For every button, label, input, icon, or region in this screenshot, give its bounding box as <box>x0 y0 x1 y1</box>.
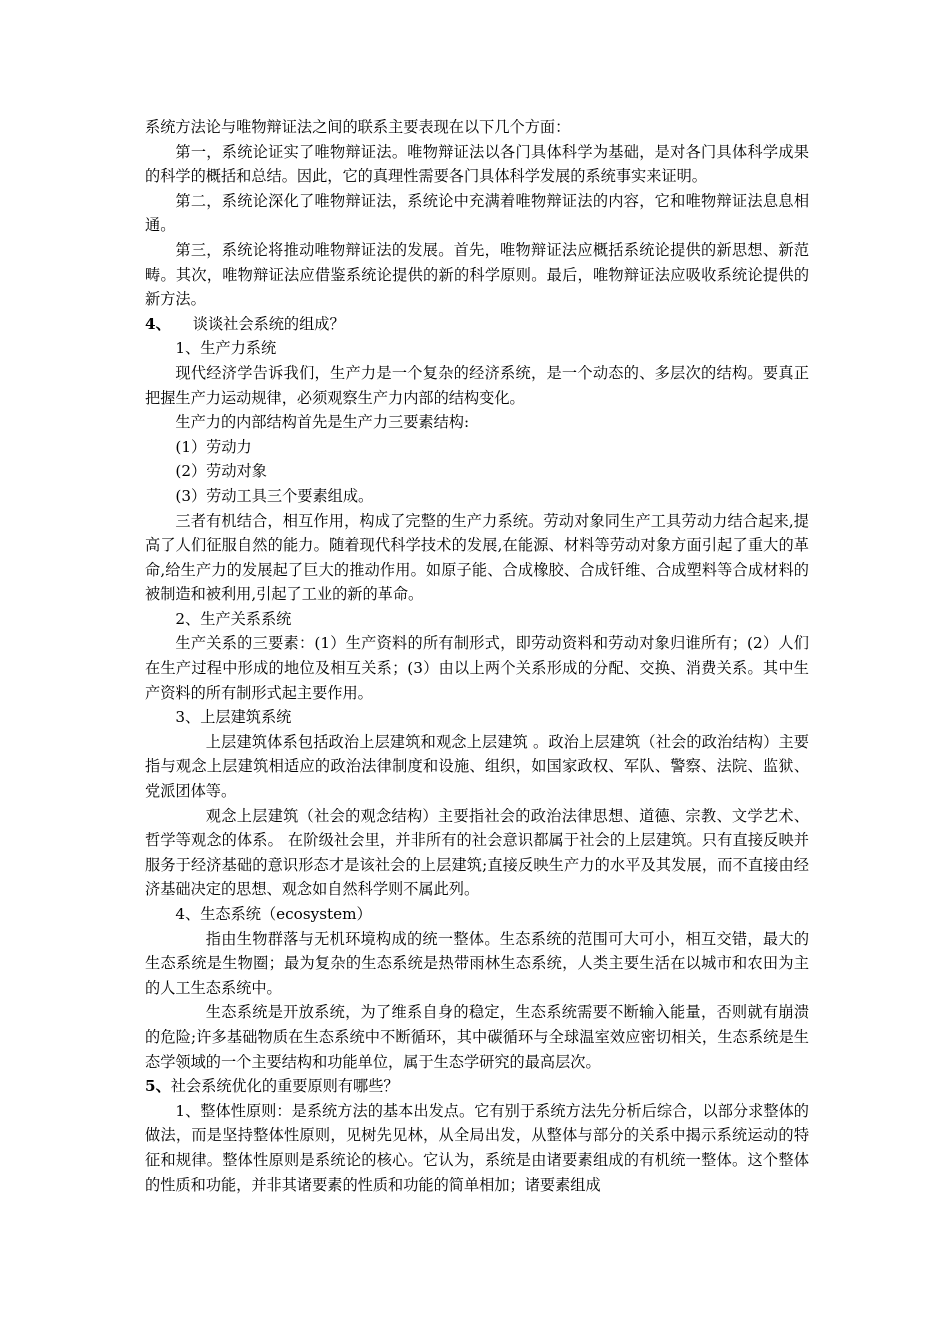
question-4-heading <box>145 312 809 337</box>
paragraph-point-3: 第三，系统论将推动唯物辩证法的发展。首先，唯物辩证法应概括系统论提供的新思想、新范畴。其次，唯物辩证法应借鉴系统论提供的新的科学原则。最后，唯物辩证法应吸收系统论提供的新方法。 <box>145 240 809 309</box>
paragraph-intro: 系统方法论与唯物辩证法之间的联系主要表现在以下几个方面： <box>145 118 571 136</box>
list-item-labor-object: (2）劳动对象 <box>175 462 267 481</box>
paragraph-production-relations: 生产关系的三要素：(1）生产资料的所有制形式，即劳动资料和劳动对象归谁所有；(2）人们在生产过程中形成的地位及相互关系；(3）由以上两个关系形成的分配、交换、消费关系。其中生产资料的所有制形式起主要作用。 <box>145 634 809 702</box>
question-4-number: 4、 <box>145 314 171 333</box>
paragraph-ideological-superstructure: 观念上层建筑（社会的观念结构）主要指社会的政治法律思想、道德、宗教、文学艺术、哲学等观念的体系。 在阶级社会里，并非所有的社会意识都属于社会的上层建筑。只有直接反映并服务于经济基础的意识形态才是该社会的上层建筑;直接反映生产力的水平及其发展，而不直接由经济基础决定的思想、观念如自然科学则不属此列。 <box>145 806 809 899</box>
paragraph-point-2: 第二，系统论深化了唯物辩证法，系统论中充满着唯物辩证法的内容，它和唯物辩证法息息相通。 <box>145 191 809 235</box>
paragraph-point-1: 第一，系统论证实了唯物辩证法。唯物辩证法以各门具体科学为基础，是对各门具体科学成果的科学的概括和总结。因此，它的真理性需要各门具体科学发展的系统事实来证明。 <box>145 142 809 186</box>
list-item-labor-force: (1）劳动力 <box>175 437 252 456</box>
paragraph-productivity-combination: 三者有机结合，相互作用，构成了完整的生产力系统。劳动对象同生产工具劳动力结合起来,提高了人们征服自然的能力。随着现代科学技术的发展,在能源、材料等劳动对象方面引起了重大的革命,给生产力的发展起了巨大的推动作用。如原子能、合成橡胶、合成钎维、合成塑料等合成材料的被制造和被利用,引起了工业的新的革命。 <box>145 511 809 604</box>
subheading-superstructure: 3、上层建筑系统 <box>175 708 292 727</box>
paragraph-ecosystem-open: 生态系统是开放系统，为了维系自身的稳定，生态系统需要不断输入能量，否则就有崩溃的危险;许多基础物质在生态系统中不断循环，其中碳循环与全球温室效应密切相关，生态系统是生态学领域的一个主要结构和功能单位，属于生态学研究的最高层次。 <box>145 1003 809 1071</box>
question-5-text: 社会系统优化的重要原则有哪些？ <box>170 1077 399 1096</box>
document-body <box>145 115 809 1197</box>
paragraph-integrity-principle: 1、整体性原则：是系统方法的基本出发点。它有别于系统方法先分析后综合，以部分求整体的做法，而是坚持整体性原则，见树先见林，从全局出发，从整体与部分的关系中揭示系统运动的特征和规律。整体性原则是系统论的核心。它认为，系统是由诸要素组成的有机统一整体。这个整体的性质和功能，并非其诸要素的性质和功能的简单相加；诸要素组成 <box>145 1101 809 1194</box>
subheading-ecosystem: 4、生态系统（ecosystem） <box>175 905 372 923</box>
paragraph-productivity-intro: 现代经济学告诉我们，生产力是一个复杂的经济系统，是一个动态的、多层次的结构。要真正把握生产力运动规律，必须观察生产力内部的结构变化。 <box>145 363 809 407</box>
subheading-productivity-system: 1、生产力系统 <box>175 339 277 358</box>
question-5-heading <box>145 1074 809 1099</box>
paragraph-productivity-structure: 生产力的内部结构首先是生产力三要素结构: <box>175 413 470 432</box>
paragraph-ecosystem-definition: 指由生物群落与无机环境构成的统一整体。生态系统的范围可大可小，相互交错，最大的生态系统是生物圈；最为复杂的生态系统是热带雨林生态系统，人类主要生活在以城市和农田为主的人工生态系统中。 <box>145 929 809 997</box>
list-item-labor-tool: (3）劳动工具三个要素组成。 <box>175 486 374 505</box>
question-4-text: 谈谈社会系统的组成？ <box>192 314 345 333</box>
question-5-number: 5、 <box>145 1077 171 1096</box>
paragraph-political-superstructure: 上层建筑体系包括政治上层建筑和观念上层建筑 。政治上层建筑（社会的政治结构）主要指与观念上层建筑相适应的政治法律制度和设施、组织，如国家政权、军队、警察、法院、监狱、党派团体等。 <box>145 732 809 801</box>
subheading-production-relations: 2、生产关系系统 <box>175 609 292 628</box>
